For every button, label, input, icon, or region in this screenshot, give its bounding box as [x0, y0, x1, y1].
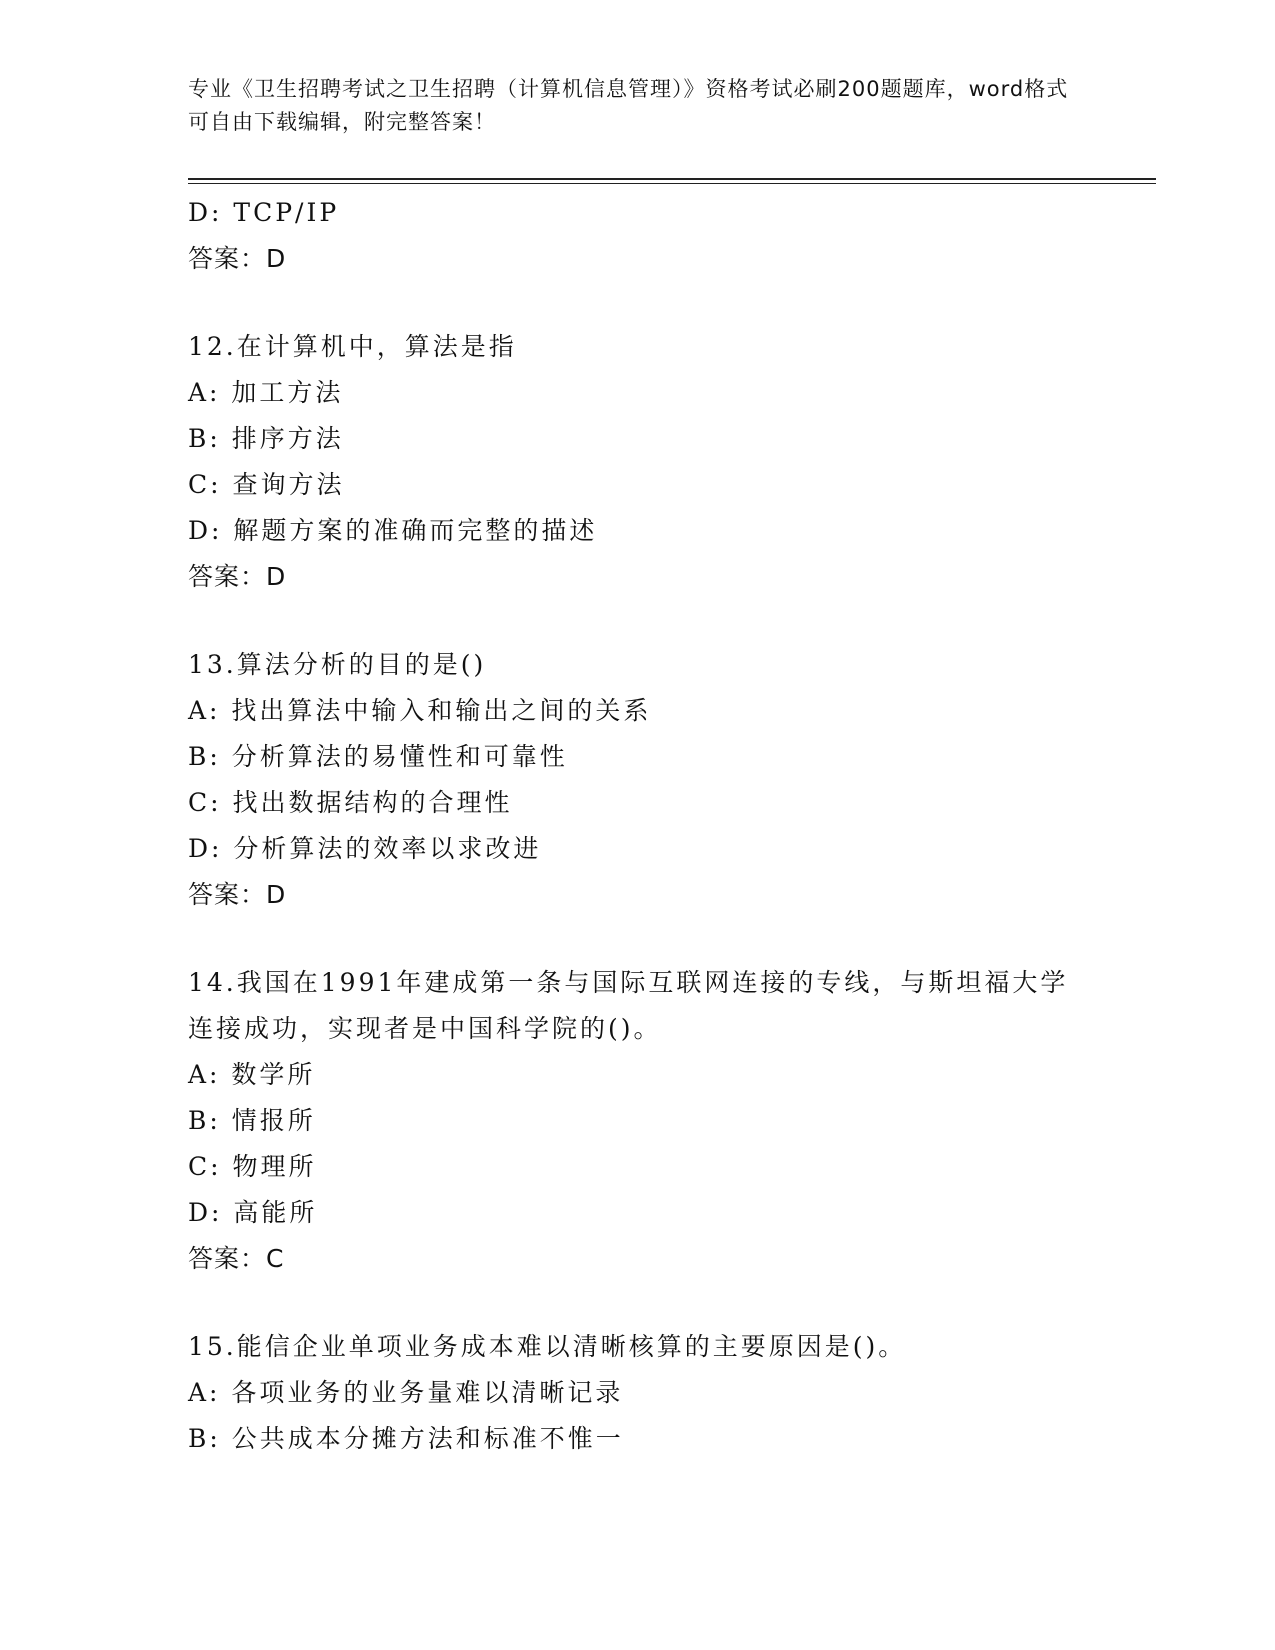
answer-line: 答案：C	[188, 1244, 285, 1273]
option-b: B: 情报所	[188, 1106, 316, 1135]
question-block-partial	[188, 190, 1088, 282]
question-text: 12.在计算机中，算法是指	[188, 332, 517, 361]
question-block-13	[188, 642, 1088, 918]
option-c: C: 查询方法	[188, 470, 345, 499]
option-b: B: 公共成本分摊方法和标准不惟一	[188, 1424, 624, 1453]
option-b: B: 分析算法的易懂性和可靠性	[188, 742, 568, 771]
question-block-12	[188, 324, 1088, 600]
option-d: D: 解题方案的准确而完整的描述	[188, 516, 598, 545]
question-text: 15.能信企业单项业务成本难以清晰核算的主要原因是()。	[188, 1332, 907, 1361]
question-text: 14.我国在1991年建成第一条与国际互联网连接的专线，与斯坦福大学连接成功，实现者是中国科学院的()。	[188, 968, 1069, 1043]
option-d: D: TCP/IP	[188, 198, 340, 227]
option-d: D: 分析算法的效率以求改进	[188, 834, 542, 863]
option-c: C: 物理所	[188, 1152, 317, 1181]
answer-line: 答案：D	[188, 244, 287, 273]
question-list	[188, 190, 1088, 1462]
option-a: A: 各项业务的业务量难以清晰记录	[188, 1378, 624, 1407]
option-a: A: 加工方法	[188, 378, 344, 407]
question-block-14	[188, 960, 1088, 1282]
header-divider	[188, 178, 1156, 184]
option-c: C: 找出数据结构的合理性	[188, 788, 513, 817]
answer-line: 答案：D	[188, 880, 287, 909]
document-header-title: 专业《卫生招聘考试之卫生招聘（计算机信息管理）》资格考试必刷200题题库，word格式可自由下载编辑，附完整答案！	[188, 77, 1069, 134]
option-d: D: 高能所	[188, 1198, 318, 1227]
answer-line: 答案：D	[188, 562, 287, 591]
option-a: A: 数学所	[188, 1060, 316, 1089]
option-b: B: 排序方法	[188, 424, 344, 453]
option-a: A: 找出算法中输入和输出之间的关系	[188, 696, 652, 725]
question-block-15	[188, 1324, 1088, 1462]
question-text: 13.算法分析的目的是()	[188, 650, 487, 679]
